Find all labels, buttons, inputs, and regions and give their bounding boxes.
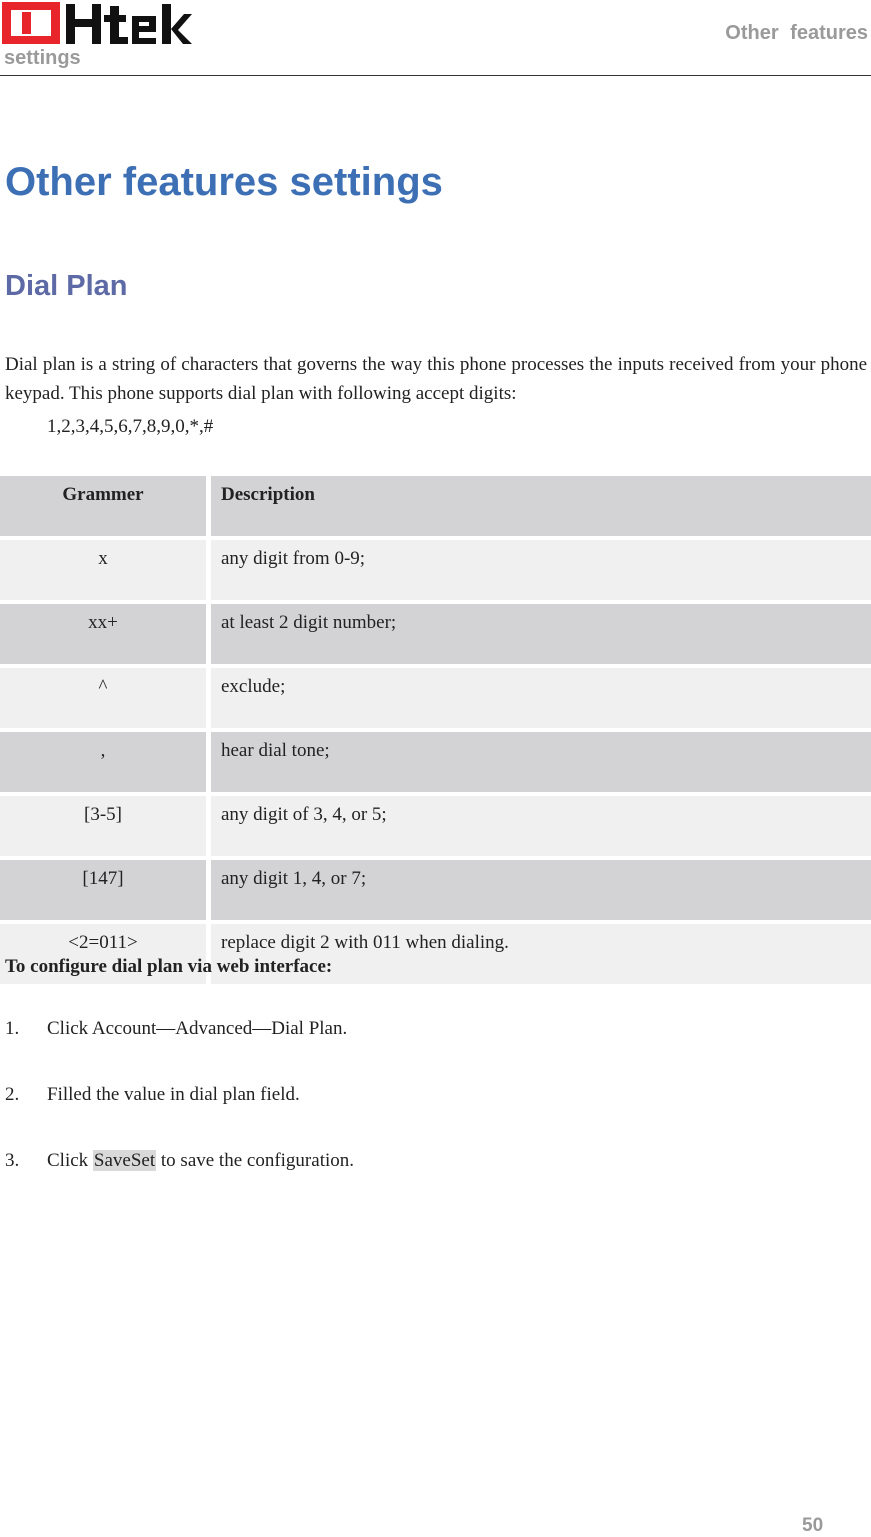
table-row: [0, 860, 871, 920]
description-cell: replace digit 2 with 011 when dialing.: [211, 924, 871, 984]
step-1: [5, 1018, 347, 1040]
grammar-cell: ^: [0, 668, 211, 728]
step-number: 3.: [5, 1150, 20, 1171]
grammar-cell: [147]: [0, 860, 211, 920]
grammar-cell: ,: [0, 732, 211, 792]
description-cell: any digit 1, 4, or 7;: [211, 860, 871, 920]
table-row: [0, 540, 871, 600]
table-row: [0, 796, 871, 856]
description-cell: hear dial tone;: [211, 732, 871, 792]
step-3: [5, 1150, 354, 1172]
table-header-row: [0, 476, 871, 536]
page-title: Other features settings: [5, 160, 443, 204]
step-2: [5, 1084, 300, 1106]
table-row: [0, 668, 871, 728]
step-number: 1.: [5, 1018, 20, 1039]
section-heading: Dial Plan: [5, 270, 128, 302]
grammar-cell: xx+: [0, 604, 211, 664]
description-cell: at least 2 digit number;: [211, 604, 871, 664]
header-section-subtitle: settings: [4, 47, 81, 69]
htek-logo: [2, 2, 192, 44]
intro-paragraph: Dial plan is a string of characters that governs the way this phone processes the inputs received from your phone keypad. This phone supports dial plan with following accept digits:: [5, 354, 867, 404]
grammar-cell: [3-5]: [0, 796, 211, 856]
steps-heading: To configure dial plan via web interface:: [5, 956, 333, 977]
description-cell: exclude;: [211, 668, 871, 728]
step-text-suffix: to save the configuration.: [156, 1150, 354, 1171]
dial-plan-table: [0, 472, 871, 988]
step-number: 2.: [5, 1084, 20, 1105]
column-header-grammar: Grammer: [0, 476, 211, 536]
header-section-title: Other features: [725, 22, 868, 44]
saveset-highlight: SaveSet: [93, 1150, 156, 1171]
description-cell: any digit from 0-9;: [211, 540, 871, 600]
column-header-description: Description: [211, 476, 871, 536]
grammar-cell: <2=011>: [0, 924, 211, 984]
page-number: 50: [802, 1515, 824, 1536]
grammar-cell: x: [0, 540, 211, 600]
step-text: Click Account—Advanced—Dial Plan.: [47, 1018, 348, 1039]
accept-digits: 1,2,3,4,5,6,7,8,9,0,*,#: [47, 416, 214, 437]
description-cell: any digit of 3, 4, or 5;: [211, 796, 871, 856]
step-text-prefix: Click: [47, 1150, 93, 1171]
page-header: [0, 0, 871, 76]
table-row: [0, 604, 871, 664]
table-row: [0, 732, 871, 792]
step-text: Filled the value in dial plan field.: [47, 1084, 300, 1105]
